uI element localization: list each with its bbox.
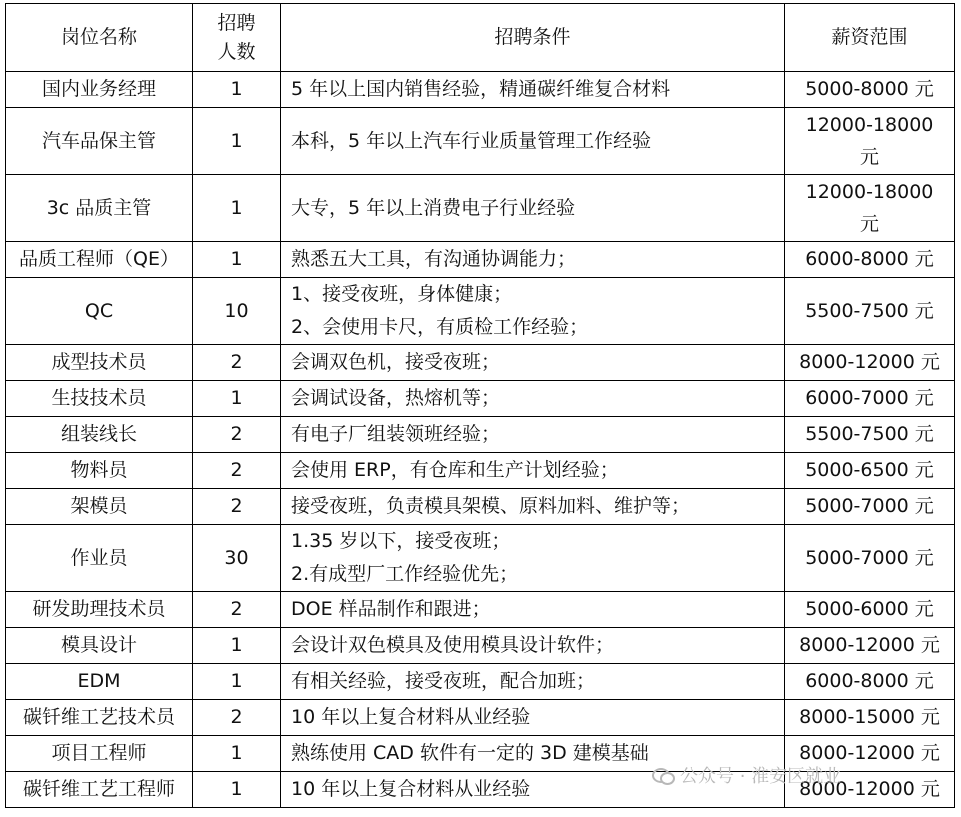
headcount: 1 <box>193 381 281 417</box>
job-title: EDM <box>6 664 193 700</box>
salary-range: 5500-7500 元 <box>785 278 955 345</box>
requirement-line: 会调双色机，接受夜班； <box>291 351 501 373</box>
headcount: 1 <box>193 72 281 108</box>
headcount: 30 <box>193 525 281 592</box>
salary-range: 5000-7000 元 <box>785 489 955 525</box>
requirements <box>281 345 785 381</box>
job-title: 碳钎维工艺技术员 <box>6 700 193 736</box>
requirements <box>281 453 785 489</box>
salary-line: 元 <box>859 213 879 235</box>
requirement-line: 有电子厂组装领班经验； <box>291 423 501 445</box>
job-title: 作业员 <box>6 525 193 592</box>
headcount: 1 <box>193 772 281 808</box>
salary-range: 8000-12000 元 <box>785 772 955 808</box>
table-row <box>6 72 955 108</box>
requirements <box>281 489 785 525</box>
headcount: 1 <box>193 628 281 664</box>
salary-range <box>785 175 955 242</box>
headcount: 10 <box>193 278 281 345</box>
salary-line: 12000-18000 <box>805 181 934 203</box>
requirements <box>281 72 785 108</box>
requirements <box>281 242 785 278</box>
requirements <box>281 772 785 808</box>
recruitment-table <box>5 3 955 808</box>
headcount: 2 <box>193 417 281 453</box>
headcount: 1 <box>193 664 281 700</box>
job-title: 成型技术员 <box>6 345 193 381</box>
headcount: 1 <box>193 108 281 175</box>
job-title: 品质工程师（QE） <box>6 242 193 278</box>
requirement-line: 有相关经验，接受夜班，配合加班； <box>291 670 596 692</box>
table-row <box>6 489 955 525</box>
job-title: 架模员 <box>6 489 193 525</box>
job-title: 项目工程师 <box>6 736 193 772</box>
requirement-line: 熟悉五大工具，有沟通协调能力； <box>291 248 577 270</box>
header-count <box>193 4 281 72</box>
requirement-line: 会设计双色模具及使用模具设计软件； <box>291 634 615 656</box>
table-row <box>6 345 955 381</box>
headcount: 2 <box>193 489 281 525</box>
table-row <box>6 108 955 175</box>
table-row <box>6 772 955 808</box>
requirement-line: 1.35 岁以下，接受夜班； <box>291 530 511 552</box>
requirements <box>281 108 785 175</box>
requirement-line: 接受夜班，负责模具架模、原料加料、维护等； <box>291 495 691 517</box>
header-count-line: 人数 <box>217 40 256 63</box>
table-row <box>6 525 955 592</box>
salary-range: 8000-12000 元 <box>785 628 955 664</box>
requirement-line: 大专，5 年以上消费电子行业经验 <box>291 196 576 219</box>
salary-line: 元 <box>859 146 879 168</box>
requirement-line: 5 年以上国内销售经验，精通碳纤维复合材料 <box>291 78 671 100</box>
requirement-line: 10 年以上复合材料从业经验 <box>291 778 531 800</box>
headcount: 2 <box>193 592 281 628</box>
requirements <box>281 417 785 453</box>
job-title: 组装线长 <box>6 417 193 453</box>
table-header-row <box>6 4 955 72</box>
headcount: 1 <box>193 242 281 278</box>
salary-line: 12000-18000 <box>805 114 934 136</box>
requirements <box>281 381 785 417</box>
salary-range: 5000-6500 元 <box>785 453 955 489</box>
requirement-line: 2、会使用卡尺，有质检工作经验； <box>291 316 589 338</box>
salary-range: 5000-8000 元 <box>785 72 955 108</box>
table-row <box>6 592 955 628</box>
table-row <box>6 628 955 664</box>
requirement-line: 1、接受夜班，身体健康； <box>291 283 513 305</box>
watermark-text: 公众号 · 淮安区就业 <box>680 766 842 787</box>
requirements <box>281 525 785 592</box>
requirement-line: DOE 样品制作和跟进； <box>291 598 491 620</box>
headcount: 2 <box>193 453 281 489</box>
requirement-line: 会使用 ERP，有仓库和生产计划经验； <box>291 459 619 481</box>
requirement-line: 会调试设备，热熔机等； <box>291 387 501 409</box>
salary-range: 5500-7500 元 <box>785 417 955 453</box>
table-row <box>6 242 955 278</box>
salary-range: 8000-15000 元 <box>785 700 955 736</box>
table-row <box>6 736 955 772</box>
headcount: 1 <box>193 175 281 242</box>
headcount: 2 <box>193 345 281 381</box>
salary-range: 5000-6000 元 <box>785 592 955 628</box>
headcount: 1 <box>193 736 281 772</box>
job-title: QC <box>6 278 193 345</box>
requirements <box>281 736 785 772</box>
requirements <box>281 175 785 242</box>
table-row <box>6 175 955 242</box>
requirements <box>281 700 785 736</box>
header-salary: 薪资范围 <box>785 4 955 72</box>
table-row <box>6 278 955 345</box>
requirement-line: 本科，5 年以上汽车行业质量管理工作经验 <box>291 129 652 152</box>
job-title: 3c 品质主管 <box>6 175 193 242</box>
requirements <box>281 628 785 664</box>
headcount: 2 <box>193 700 281 736</box>
job-title: 物料员 <box>6 453 193 489</box>
requirements <box>281 278 785 345</box>
salary-range: 6000-8000 元 <box>785 242 955 278</box>
header-conditions: 招聘条件 <box>281 4 785 72</box>
salary-range: 8000-12000 元 <box>785 345 955 381</box>
table-row <box>6 381 955 417</box>
header-title: 岗位名称 <box>6 4 193 72</box>
table-row <box>6 453 955 489</box>
job-title: 研发助理技术员 <box>6 592 193 628</box>
job-title: 碳钎维工艺工程师 <box>6 772 193 808</box>
table-row <box>6 664 955 700</box>
job-title: 模具设计 <box>6 628 193 664</box>
job-title: 国内业务经理 <box>6 72 193 108</box>
requirement-line: 2.有成型厂工作经验优先； <box>291 563 519 585</box>
requirement-line: 熟练使用 CAD 软件有一定的 3D 建模基础 <box>291 742 649 764</box>
requirement-line: 10 年以上复合材料从业经验 <box>291 706 531 728</box>
requirements <box>281 592 785 628</box>
salary-range: 5000-7000 元 <box>785 525 955 592</box>
job-title: 生技技术员 <box>6 381 193 417</box>
job-title: 汽车品保主管 <box>6 108 193 175</box>
salary-range: 6000-8000 元 <box>785 664 955 700</box>
salary-range: 8000-12000 元 <box>785 736 955 772</box>
requirements <box>281 664 785 700</box>
salary-range <box>785 108 955 175</box>
table-row <box>6 700 955 736</box>
header-count-line: 招聘 <box>217 11 256 34</box>
salary-range: 6000-7000 元 <box>785 381 955 417</box>
table-row <box>6 417 955 453</box>
